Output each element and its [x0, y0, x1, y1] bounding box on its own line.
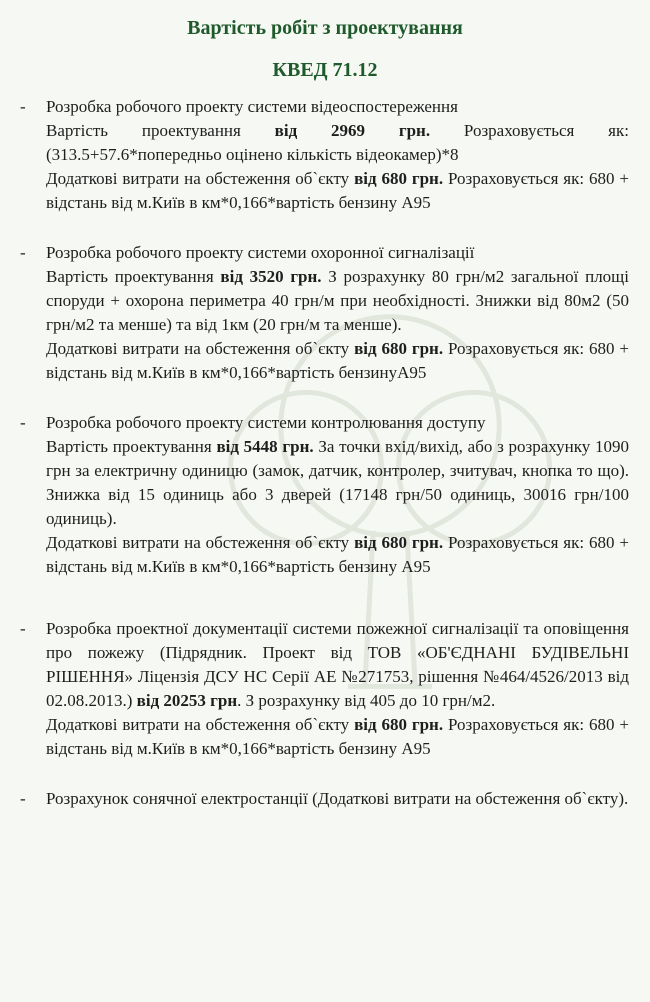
- item-heading: Розробка робочого проекту системи відеоспостереження: [46, 97, 458, 116]
- item-heading: Розробка робочого проекту системи контролювання доступу: [46, 413, 486, 432]
- item-extra-cost: Додаткові витрати на обстеження об`єкту від 680 грн. Розраховується як: 680 + відстань від м.Київ в км*0,166*вартість бензину А95: [46, 169, 629, 212]
- list-bullet: -: [20, 789, 26, 808]
- list-item: [0, 411, 650, 579]
- list-item: [0, 241, 650, 385]
- list-bullet: -: [20, 619, 26, 638]
- list-item: [0, 617, 650, 761]
- item-cost: Вартість проектування від 5448 грн. За точки вхід/вихід, або з розрахунку 1090 грн за електричну одиницю (замок, датчик, контролер, зчитувач, кнопка то що). Знижка від 15 одиниць або 3 дверей (17148 грн/50 одиниць, 30016 грн/100 одиниць).: [46, 437, 629, 528]
- item-cost: Вартість проектування від 3520 грн. З розрахунку 80 грн/м2 загальної площі споруди + охорона периметра 40 грн/м при необхідності. Знижки від 80м2 (50 грн/м2 та менше) та від 1км (20 грн/м та менше).: [46, 267, 629, 334]
- item-extra-cost: Додаткові витрати на обстеження об`єкту від 680 грн. Розраховується як: 680 + відстань від м.Київ в км*0,166*вартість бензину А95: [46, 533, 629, 576]
- item-heading: Розробка робочого проекту системи охоронної сигналізації: [46, 243, 475, 262]
- item-heading: Розрахунок сонячної електростанції (Додаткові витрати на обстеження об`єкту).: [46, 789, 629, 808]
- list-item: [0, 787, 650, 811]
- item-extra-cost: Додаткові витрати на обстеження об`єкту від 680 грн. Розраховується як: 680 + відстань від м.Київ в км*0,166*вартість бензинуА95: [46, 339, 629, 382]
- list-bullet: -: [20, 243, 26, 262]
- item-cost: Вартість проектування від 2969 грн. Розраховується як: (313.5+57.6*попередньо оцінено кількість відеокамер)*8: [46, 121, 629, 164]
- services-list: [0, 95, 650, 833]
- list-bullet: -: [20, 413, 26, 432]
- list-bullet: -: [20, 97, 26, 116]
- item-extra-cost: Додаткові витрати на обстеження об`єкту від 680 грн. Розраховується як: 680 + відстань від м.Київ в км*0,166*вартість бензину А95: [46, 715, 629, 758]
- item-heading: Розробка проектної документації системи пожежної сигналізації та оповіщення про пожежу (Підрядник. Проект від ТОВ «ОБ'ЄДНАНІ БУДІВЕЛЬНІ РІШЕННЯ» Ліцензія ДСУ НС Серії АЕ №271753, рішення №464/4526/2013 від 02.08.2013.) від 20253 грн. З розрахунку від 405 до 10 грн/м2.: [46, 619, 629, 710]
- page-title: Вартість робіт з проектування: [187, 17, 463, 39]
- list-item: [0, 95, 650, 215]
- page-subtitle: КВЕД 71.12: [272, 59, 378, 81]
